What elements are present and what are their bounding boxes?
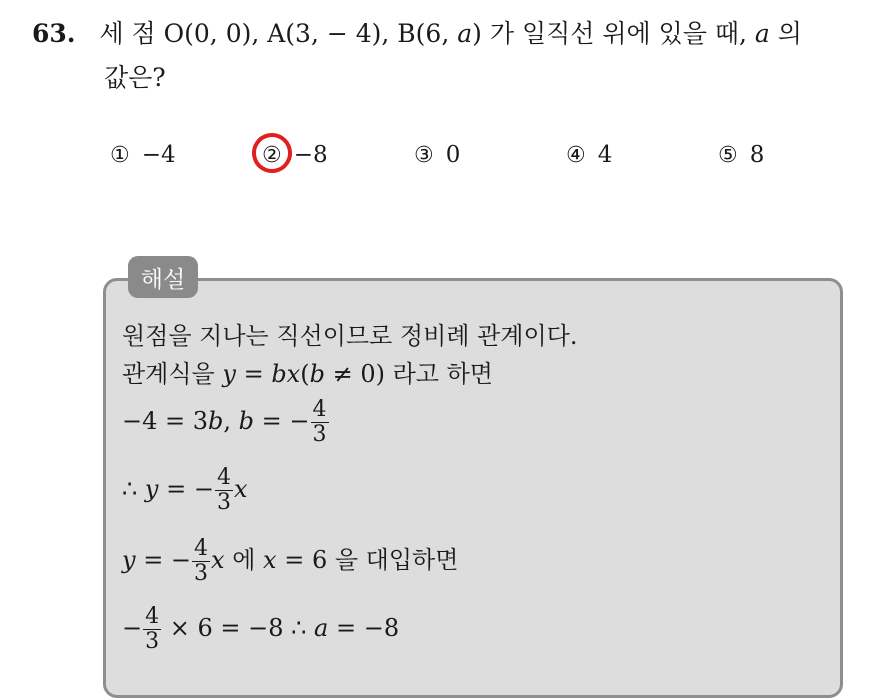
answer-circle-mark [248,129,295,176]
sol5-y: y [122,546,136,575]
choice-4-mark: ④ [566,143,586,168]
choice-5-mark: ⑤ [718,143,738,168]
choice-4-value: 4 [597,142,613,168]
sol3-eq: = − [254,407,310,436]
solution-line-5 [122,537,458,586]
choice-5[interactable] [718,142,764,168]
question-var-a-2: a [754,19,770,48]
choice-3-mark: ③ [414,143,434,168]
sol4-therefore: ∴ [122,475,145,504]
sol4-fraction [215,466,233,515]
sol5-x2: x [263,546,277,575]
solution-line-3 [122,398,330,447]
sol4-eq: = − [158,475,214,504]
sol4-frac-den: 3 [216,490,231,516]
sol6-frac-den: 3 [145,629,160,655]
sol2-ne: ≠ 0) [324,360,385,388]
solution-line-6 [122,605,399,654]
sol3-frac-num: 4 [312,397,327,422]
sol2-y: y [222,360,236,388]
sol2-b: b [309,360,325,388]
sol6-end: = −8 [328,614,400,643]
sol5-frac-num: 4 [194,536,209,561]
sol5-eq: = − [135,546,192,575]
sol4-frac-num: 4 [216,465,231,490]
sol5-mid: 에 [224,546,264,575]
sol3-pre: −4 = 3 [122,407,209,436]
sol3-b2: b [238,407,255,436]
question-line-2: 값은? [104,63,166,92]
choice-3-value: 0 [445,142,461,168]
question-text-c: 의 [769,19,802,48]
sol4-x: x [233,475,248,504]
sol6-frac-num: 4 [145,604,160,629]
question-text-b: ) 가 일직선 위에 있을 때, [472,19,755,48]
solution-line-4 [122,466,248,515]
sol5-val: = 6 [276,546,328,575]
solution-line-1: 원점을 지나는 직선이므로 정비례 관계이다. [122,322,578,350]
solution-tag: 해설 [128,256,198,298]
sol3-mid: , [223,407,239,436]
sol6-minus: − [122,614,143,643]
sol2-eq: = [235,360,272,388]
sol6-fraction [143,605,161,654]
choice-1-mark: ① [110,143,130,168]
sol5-frac-den: 3 [194,561,209,587]
choice-1-value: −4 [141,142,176,168]
question-text-a: 세 점 O(0, 0), A(3, − 4), B(6, [99,19,458,48]
question-line-1 [32,14,802,50]
sol6-times: × 6 = −8 ∴ [162,614,315,643]
sol2-bx: bx [271,360,301,388]
sol5-post: 을 대입하면 [327,546,459,575]
choice-5-value: 8 [749,142,765,168]
choice-1[interactable] [110,142,176,168]
choice-2-mark: ② [262,143,282,168]
question-number: 63. [32,19,76,48]
sol3-frac-den: 3 [312,422,327,448]
sol2-paren: ( [300,360,310,388]
choice-2-value: −8 [293,142,328,168]
choice-3[interactable] [414,142,460,168]
question-var-a: a [457,19,473,48]
sol5-fraction [192,537,210,586]
choice-4[interactable] [566,142,612,168]
sol3-fraction [311,398,329,447]
sol3-b: b [208,407,224,436]
sol4-y: y [144,475,159,504]
sol6-a: a [314,614,329,643]
sol5-x: x [211,546,225,575]
solution-line-2 [122,354,493,389]
sol2-post: 라고 하면 [384,360,493,388]
sol2-pre: 관계식을 [122,360,223,388]
